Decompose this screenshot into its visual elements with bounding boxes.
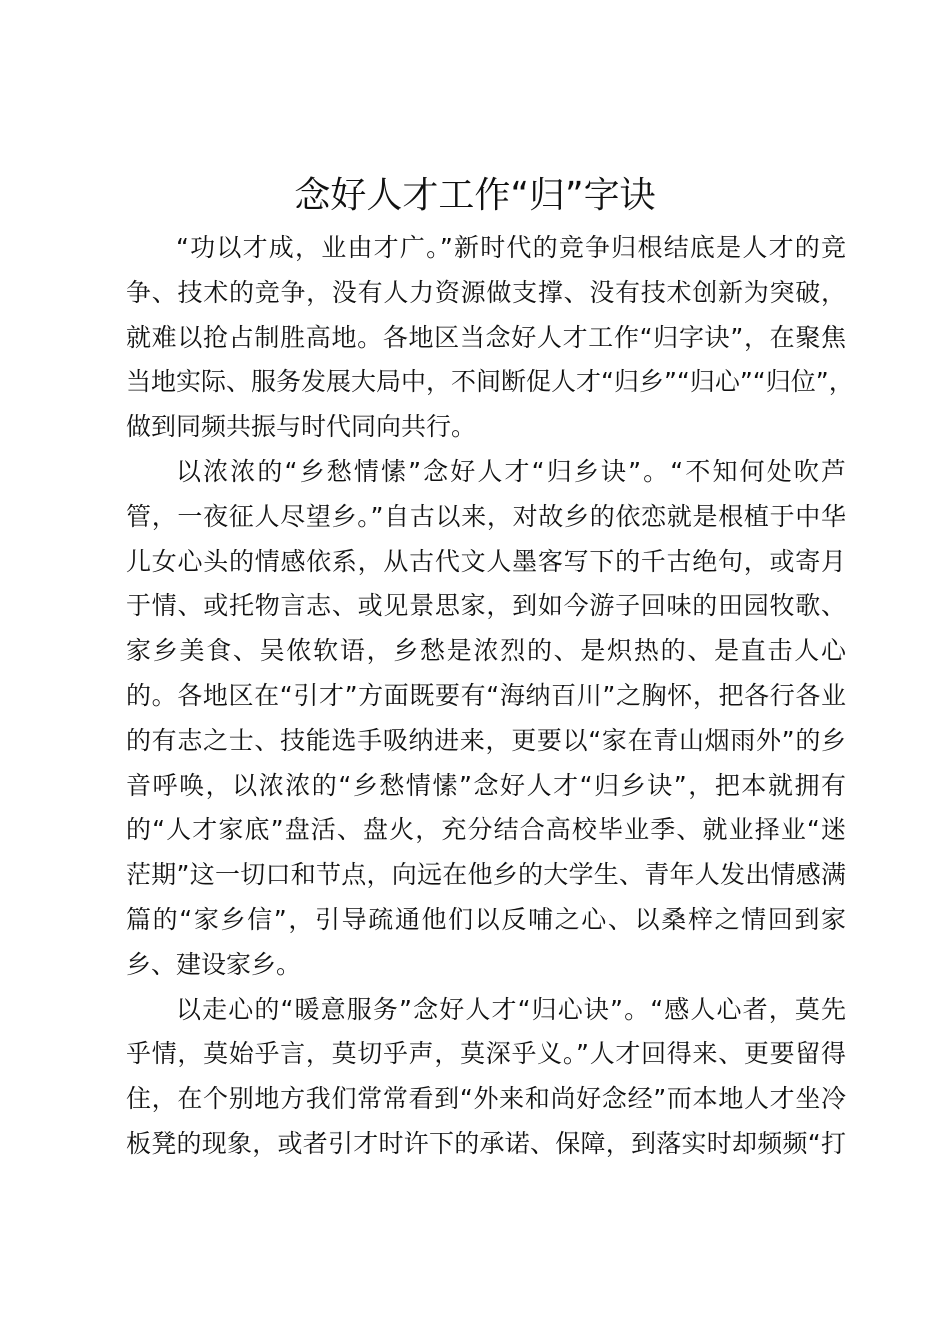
- text-line: 做到同频共振与时代同向共行。: [126, 412, 477, 442]
- text-line: 家乡美食、吴侬软语，乡愁是浓烈的、是炽热的、是直击人心: [126, 636, 846, 666]
- text-line: 管，一夜征人尽望乡。”自古以来，对故乡的依恋就是根植于中华: [126, 501, 846, 531]
- document-body: [126, 226, 854, 1167]
- text-line: 儿女心头的情感依系，从古代文人墨客写下的千古绝句，或寄月: [126, 546, 846, 576]
- text-line: 争、技术的竞争，没有人力资源做支撑、没有技术创新为突破，: [126, 277, 846, 307]
- text-line: 住，在个别地方我们常常看到“外来和尚好念经”而本地人才坐冷: [126, 1084, 846, 1114]
- text-line: 音呼唤，以浓浓的“乡愁情愫”念好人才“归乡诀”，把本就拥有: [126, 770, 846, 800]
- text-line: “功以才成，业由才广。”新时代的竞争归根结底是人才的竞: [176, 233, 846, 262]
- text-line: 当地实际、服务发展大局中，不间断促人才“归乡”“归心”“归位”，: [126, 367, 854, 397]
- text-line: 乎情，莫始乎言，莫切乎声，莫深乎义。”人才回得来、更要留得: [126, 1039, 846, 1069]
- text-line: 篇的“家乡信”，引导疏通他们以反哺之心、以桑梓之情回到家: [126, 904, 846, 934]
- text-line: 以浓浓的“乡愁情愫”念好人才“归乡诀”。“不知何处吹芦: [176, 456, 846, 486]
- text-line: 于情、或托物言志、或见景思家，到如今游子回味的田园牧歌、: [126, 591, 846, 621]
- text-line: 板凳的现象，或者引才时许下的承诺、保障，到落实时却频频“打: [126, 1128, 846, 1158]
- text-line: 的。各地区在“引才”方面既要有“海纳百川”之胸怀，把各行各业: [126, 680, 846, 710]
- text-line: 茫期”这一切口和节点，向远在他乡的大学生、青年人发出情感满: [126, 860, 846, 890]
- text-line: 的有志之士、技能选手吸纳进来，更要以“家在青山烟雨外”的乡: [126, 725, 846, 755]
- document-title: 念好人才工作“归”字诀: [294, 175, 656, 216]
- text-line: 乡、建设家乡。: [126, 949, 302, 979]
- text-line: 以走心的“暖意服务”念好人才“归心诀”。“感人心者，莫先: [176, 994, 846, 1024]
- text-line: 就难以抢占制胜高地。各地区当念好人才工作“归字诀”，在聚焦: [126, 322, 846, 352]
- text-line: 的“人才家底”盘活、盘火，充分结合高校毕业季、就业择业“迷: [126, 815, 846, 845]
